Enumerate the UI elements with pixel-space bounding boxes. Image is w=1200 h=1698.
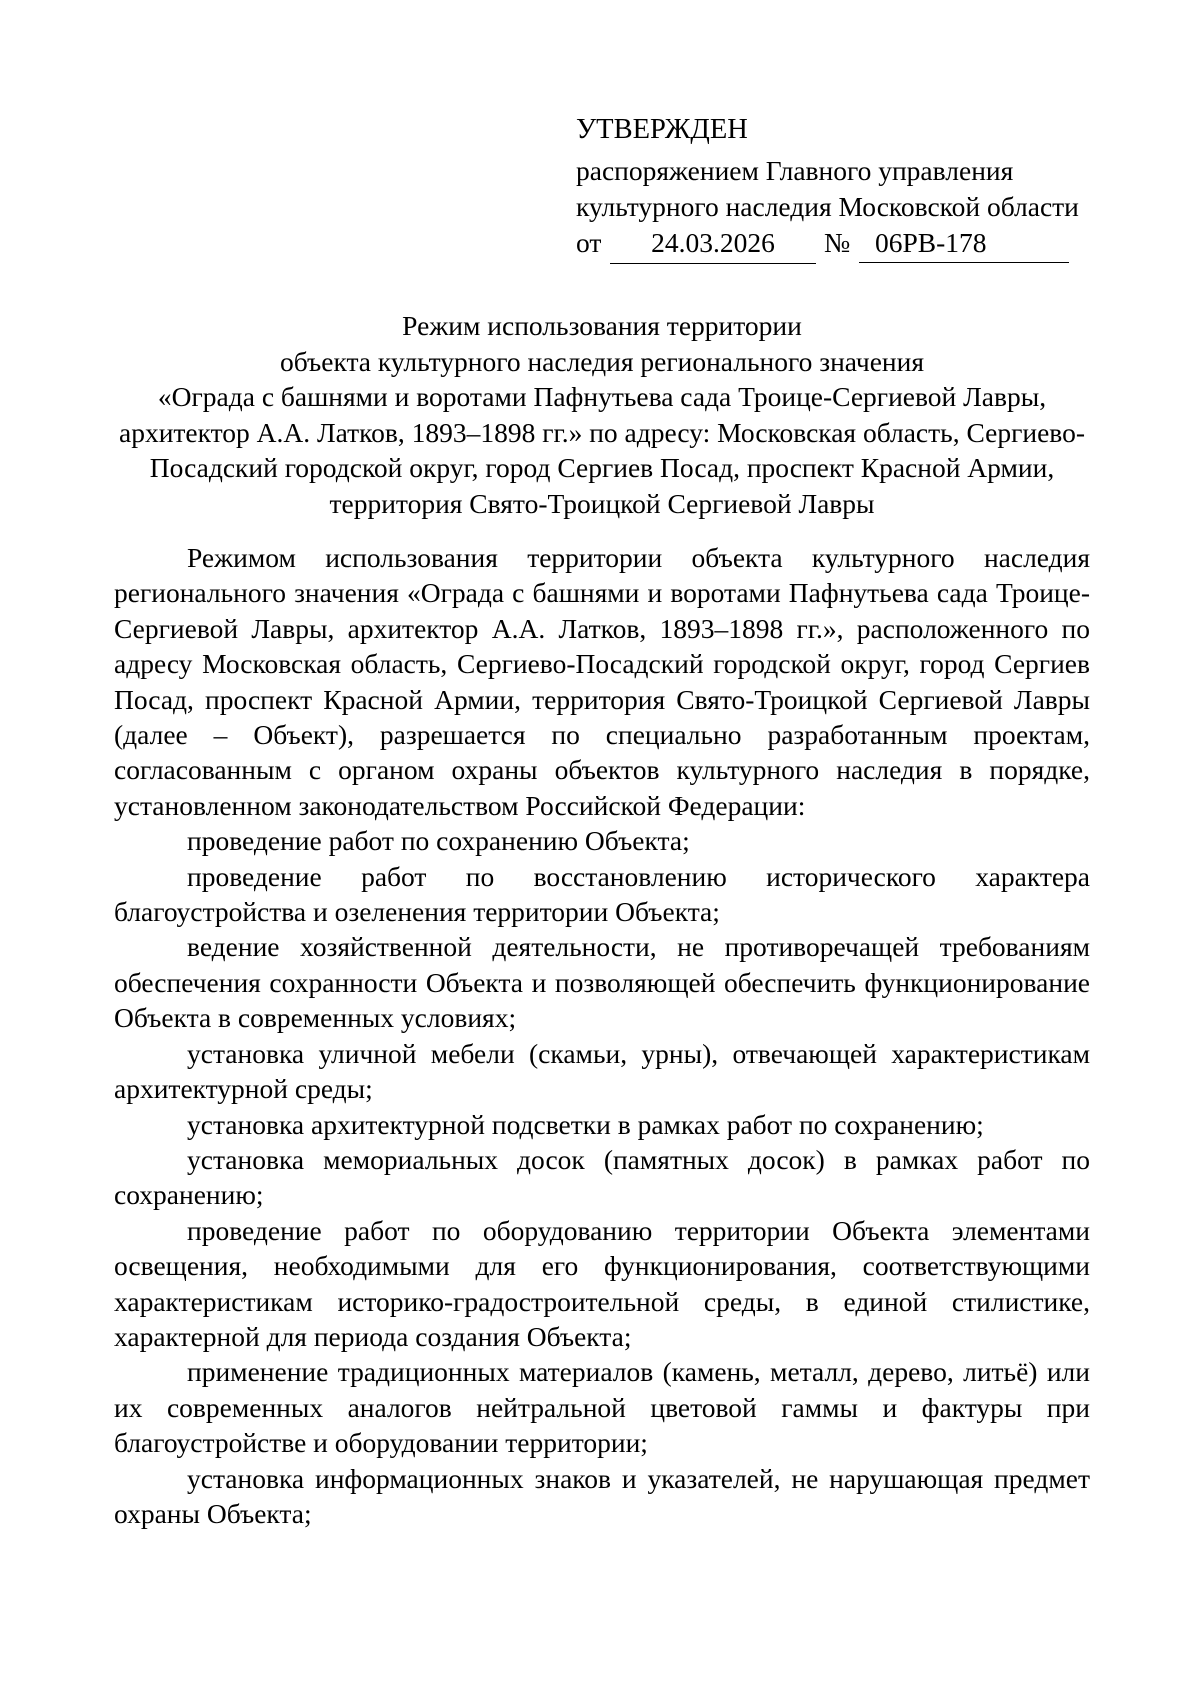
list-item: установка информационных знаков и указателей, не нарушающая предмет охраны Объекта; [114, 1462, 1090, 1529]
list-item: проведение работ по оборудованию территории Объекта элементами освещения, необходимыми для его функционирования, соответствующими характеристикам историко-градостроительной среды, в единой стилистике, характерной для периода создания Объекта; [114, 1214, 1090, 1352]
list-item: проведение работ по восстановлению исторического характера благоустройства и озеленения территории Объекта; [114, 860, 1090, 928]
approval-number: 06РВ-178 [859, 225, 1069, 263]
title-line: Посадский городской округ, город Сергиев Посад, проспект Красной Армии, [149, 452, 1055, 483]
list-item: ведение хозяйственной деятельности, не противоречащей требованиям обеспечения сохранности Объекта и позволяющей обеспечить функционирование Объекта в современных условиях; [114, 931, 1090, 1034]
title-line: Режим использования территории [402, 310, 802, 341]
approval-line-1: распоряжением Главного управления [576, 155, 1014, 186]
document-body [114, 540, 1090, 1531]
document-title [112, 308, 1092, 521]
list-item: проведение работ по сохранению Объекта; [187, 825, 690, 857]
approval-heading: УТВЕРЖДЕН [576, 114, 748, 145]
list-item: применение традиционных материалов (камень, металл, дерево, литьё) или их современных аналогов нейтральной цветовой гаммы и фактуры при благоустройстве и оборудовании территории; [114, 1356, 1090, 1459]
date-prefix: от [576, 227, 602, 258]
approval-date: 24.03.2026 [610, 225, 816, 264]
title-line: объекта культурного наследия регионального значения [279, 345, 925, 377]
list-item: установка мемориальных досок (памятных досок) в рамках работ по сохранению; [114, 1143, 1090, 1211]
approval-line-2: культурного наследия Московской области [576, 191, 1079, 222]
body-paragraph: Режимом использования территории объекта культурного наследия регионального значения «Ограда с башнями и воротами Пафнутьева сада Троице-Сергиевой Лавры, архитектор А.А. Латков, 1893–1898 гг.», расположенного по адресу Московская область, Сергиево-Посадский городской округ, город Сергиев Посад, проспект Красной Армии, территория Свято-Троицкой Сергиевой Лавры (далее – Объект), разрешается по специально разработанным проектам, согласованным с органом охраны объектов культурного наследия в порядке, установленном законодательством Российской Федерации: [114, 542, 1090, 821]
approval-block [576, 112, 1106, 265]
title-line: «Ограда с башнями и воротами Пафнутьева сада Троице-Сергиевой Лавры, [157, 381, 1047, 412]
title-line: территория Свято-Троицкой Сергиевой Лавры [329, 487, 875, 519]
approval-date-row [576, 225, 1106, 265]
number-prefix: № [824, 227, 851, 258]
list-item: установка уличной мебели (скамьи, урны), отвечающей характеристикам архитектурной среды; [114, 1037, 1090, 1105]
list-item: установка архитектурной подсветки в рамках работ по сохранению; [187, 1108, 984, 1140]
title-line: архитектор А.А. Латков, 1893–1898 гг.» по адресу: Московская область, Сергиево- [118, 416, 1085, 448]
